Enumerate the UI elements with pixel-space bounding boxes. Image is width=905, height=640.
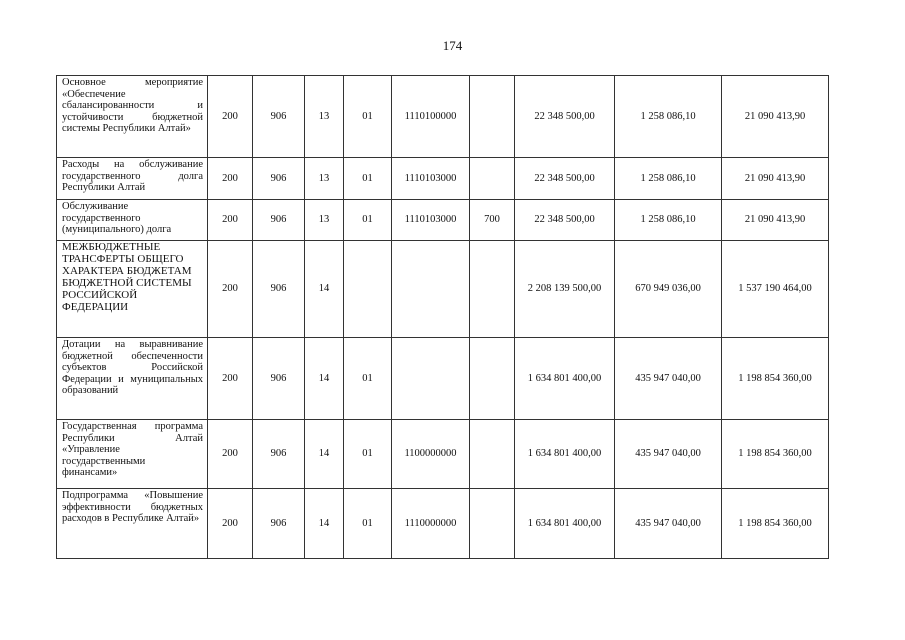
- code-cell: 906: [253, 420, 305, 489]
- code-cell: 906: [253, 76, 305, 158]
- code-cell: 14: [305, 241, 344, 338]
- code-cell: [470, 489, 515, 559]
- code-cell: 1110000000: [392, 489, 470, 559]
- budget-table: [56, 75, 829, 559]
- code-cell: 01: [344, 420, 392, 489]
- code-cell: 700: [470, 200, 515, 241]
- amount-cell: 22 348 500,00: [515, 200, 615, 241]
- code-cell: 01: [344, 200, 392, 241]
- table-row: [57, 241, 829, 338]
- code-cell: 1110100000: [392, 76, 470, 158]
- code-cell: 200: [208, 489, 253, 559]
- row-name: Обслуживание государственного (муниципального) долга: [57, 200, 208, 241]
- code-cell: 14: [305, 338, 344, 420]
- amount-cell: 1 198 854 360,00: [722, 338, 829, 420]
- code-cell: 13: [305, 200, 344, 241]
- code-cell: [470, 76, 515, 158]
- code-cell: 14: [305, 420, 344, 489]
- code-cell: [470, 158, 515, 200]
- row-name: Подпрограмма «Повышение эффективности бюджетных расходов в Республике Алтай»: [57, 489, 208, 559]
- code-cell: [392, 241, 470, 338]
- code-cell: 01: [344, 338, 392, 420]
- amount-cell: 1 634 801 400,00: [515, 420, 615, 489]
- amount-cell: 21 090 413,90: [722, 200, 829, 241]
- row-name: Государственная программа Республики Алтай «Управление государственными финансами»: [57, 420, 208, 489]
- row-name: МЕЖБЮДЖЕТНЫЕ ТРАНСФЕРТЫ ОБЩЕГО ХАРАКТЕРА БЮДЖЕТАМ БЮДЖЕТНОЙ СИСТЕМЫ РОССИЙСКОЙ ФЕДЕРАЦИИ: [57, 241, 208, 338]
- table-row: [57, 489, 829, 559]
- amount-cell: 670 949 036,00: [615, 241, 722, 338]
- code-cell: 1110103000: [392, 158, 470, 200]
- code-cell: 906: [253, 200, 305, 241]
- code-cell: 13: [305, 76, 344, 158]
- code-cell: 01: [344, 76, 392, 158]
- code-cell: [392, 338, 470, 420]
- row-name: Основное мероприятие «Обеспечение сбалансированности и устойчивости бюджетной системы Республики Алтай»: [57, 76, 208, 158]
- row-name: Расходы на обслуживание государственного долга Республики Алтай: [57, 158, 208, 200]
- amount-cell: 1 634 801 400,00: [515, 338, 615, 420]
- amount-cell: 435 947 040,00: [615, 489, 722, 559]
- table-row: [57, 420, 829, 489]
- row-name: Дотации на выравнивание бюджетной обеспеченности субъектов Российской Федерации и муниципальных образований: [57, 338, 208, 420]
- amount-cell: 1 198 854 360,00: [722, 489, 829, 559]
- amount-cell: 22 348 500,00: [515, 76, 615, 158]
- code-cell: 1110103000: [392, 200, 470, 241]
- code-cell: 906: [253, 158, 305, 200]
- amount-cell: 435 947 040,00: [615, 338, 722, 420]
- code-cell: 01: [344, 158, 392, 200]
- amount-cell: 1 537 190 464,00: [722, 241, 829, 338]
- code-cell: 200: [208, 420, 253, 489]
- code-cell: 200: [208, 338, 253, 420]
- code-cell: 200: [208, 200, 253, 241]
- table-row: [57, 76, 829, 158]
- amount-cell: 1 634 801 400,00: [515, 489, 615, 559]
- amount-cell: 21 090 413,90: [722, 158, 829, 200]
- code-cell: 200: [208, 76, 253, 158]
- page-number: 174: [442, 38, 463, 53]
- code-cell: 200: [208, 241, 253, 338]
- table-row: [57, 158, 829, 200]
- code-cell: 01: [344, 489, 392, 559]
- code-cell: 906: [253, 338, 305, 420]
- code-cell: 13: [305, 158, 344, 200]
- code-cell: [470, 241, 515, 338]
- code-cell: 906: [253, 489, 305, 559]
- amount-cell: 21 090 413,90: [722, 76, 829, 158]
- table-row: [57, 200, 829, 241]
- code-cell: [344, 241, 392, 338]
- code-cell: 14: [305, 489, 344, 559]
- amount-cell: 1 258 086,10: [615, 158, 722, 200]
- table-row: [57, 338, 829, 420]
- amount-cell: 1 258 086,10: [615, 200, 722, 241]
- code-cell: 200: [208, 158, 253, 200]
- amount-cell: 22 348 500,00: [515, 158, 615, 200]
- code-cell: 906: [253, 241, 305, 338]
- amount-cell: 435 947 040,00: [615, 420, 722, 489]
- amount-cell: 2 208 139 500,00: [515, 241, 615, 338]
- amount-cell: 1 198 854 360,00: [722, 420, 829, 489]
- code-cell: [470, 420, 515, 489]
- code-cell: 1100000000: [392, 420, 470, 489]
- amount-cell: 1 258 086,10: [615, 76, 722, 158]
- code-cell: [470, 338, 515, 420]
